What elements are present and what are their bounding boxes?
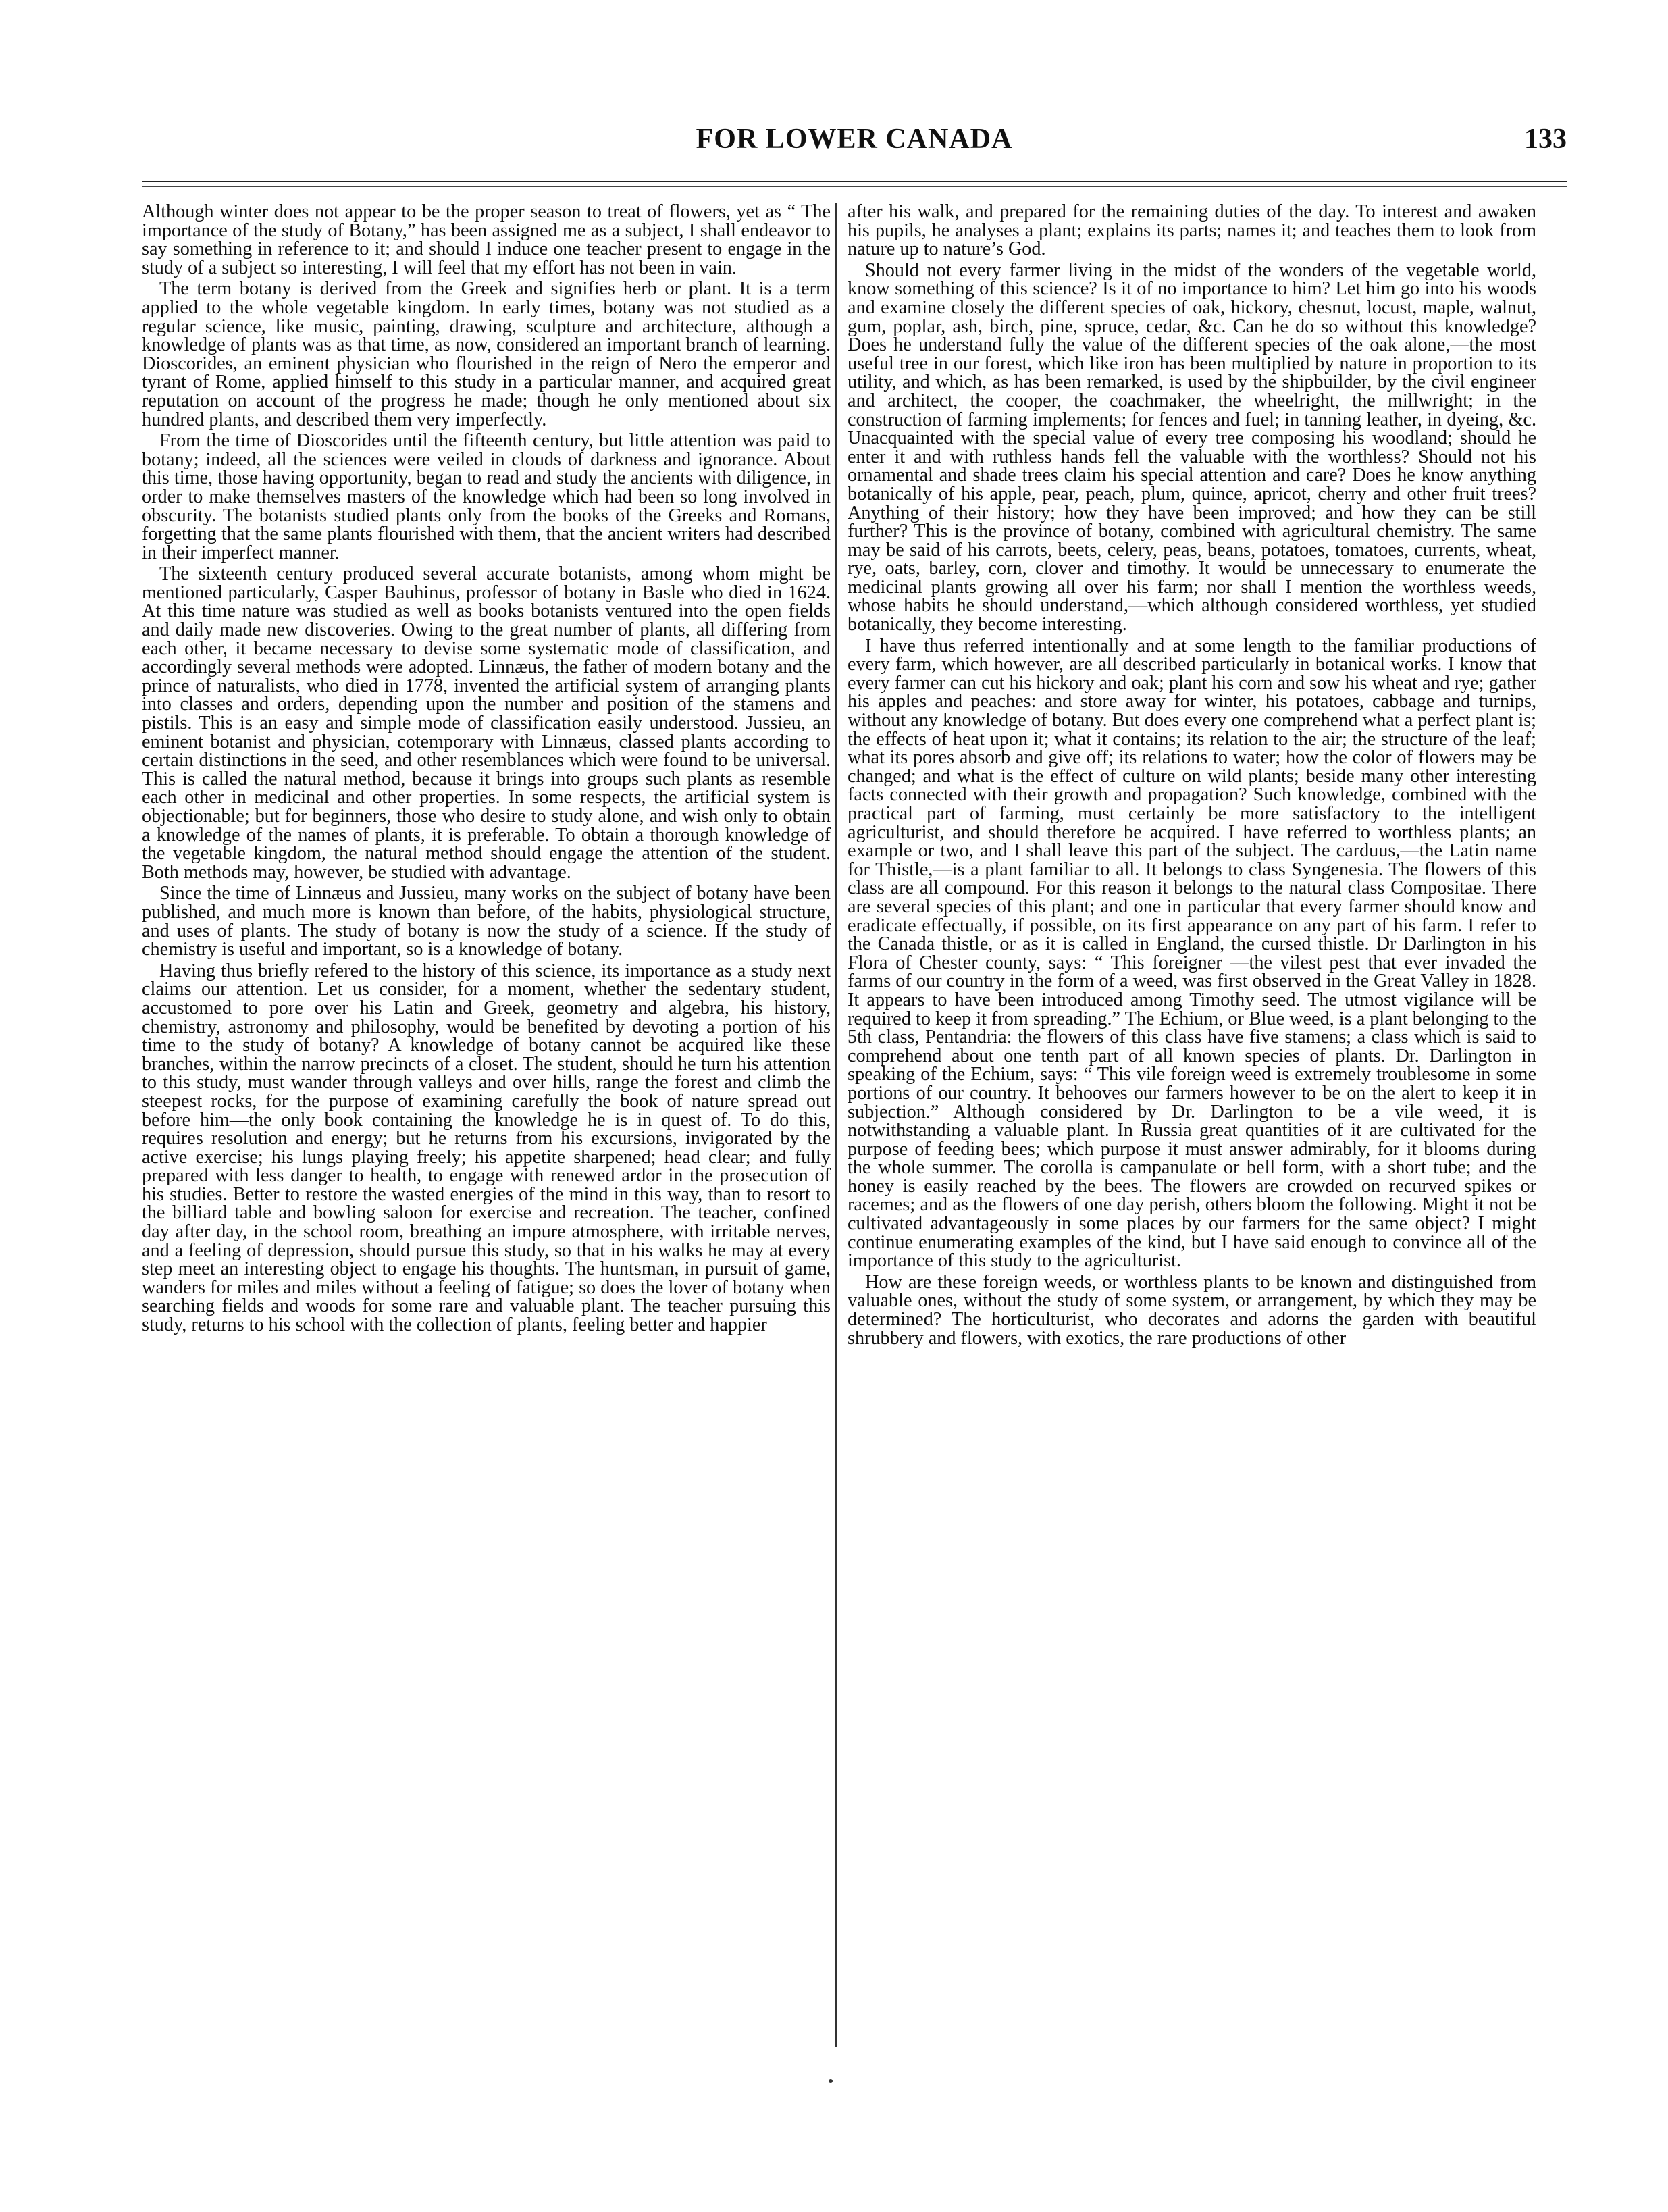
page-number: 133 — [1524, 124, 1567, 155]
paragraph: The term botany is derived from the Greek and signifies herb or plant. It is a term applied to the whole vegetable kingdom. In early times, botany was not studied as a regular science, like music, painting, drawing, sculpture and architecture, although a knowledge of plants was as that time, as now, considered an important branch of learning. Dioscorides, an eminent physician who flourished in the reign of Nero the emperor and tyrant of Rome, applied himself to this study in a particular manner, and acquired great reputation on account of the progress he made; though he only mentioned about six hundred plants, and described them very imperfectly. — [142, 278, 831, 430]
paragraph: I have thus referred intentionally and at some length to the familiar productions of every farm, which however, are all described particularly in botanical works. I know that every farmer can cut his hickory and oak; plant his corn and sow his wheat and rye; gather his apples and peaches: and store away for winter, his potatoes, cabbage and turnips, without any knowledge of botany. But does every one comprehend what a perfect plant is; the effects of heat upon it; what it contains; its relation to the air; the structure of the leaf; what its pores absorb and give off; its relations to water; how the color of flowers may be changed; and what is the effect of culture on wild plants; beside many other interesting facts connected with their growth and propagation? Such knowledge, combined with the practical part of farming, must certainly be more satisfactory to the intelligent agriculturist, and should therefore be acquired. I have referred to worthless plants; an example or two, and I shall leave this part of the subject. The carduus,—the Latin name for Thistle,—is a plant familiar to all. It belongs to class Syngenesia. The flowers of this class are all compound. For this reason it belongs to the natural class Compositae. There are several species of this plant; and one in particular that every farmer should know and eradicate effectually, if possible, on its first appearance on any part of his farm. I refer to the Canada thistle, or as it is called in England, the cursed thistle. Dr Darlington in his Flora of Chester county, says: “ This foreigner —the vilest pest that ever invaded the farms of our country in the form of a weed, was first observed in the Great Valley in 1828. It appears to have been introduced among Timothy seed. The utmost vigilance will be required to keep it from spreading.” The Echium, or Blue weed, is a plant belonging to the 5th class, Pentandria: the flowers of this class have five stamens; a class which is said to comprehend about one tenth part of all known species of plants. Dr. Darlington in speaking of the Echium, says: “ This vile foreign weed is extremely troublesome in some portions of our country. It behooves our farmers however to be on the alert to keep it in subjection.” Although considered by Dr. Darlington to be a vile weed, it is notwithstanding a valuable plant. In Russia great quantities of it are cultivated for the purpose of feeding bees; which purpose it must answer admirably, for it blooms during the whole summer. The corolla is campanulate or bell form, with a short tube; and the honey is easily reached by the bees. The flowers are crowded on recurved spikes or racemes; and as the flowers of one day perish, others bloom the following. Might it not be cultivated advantageously in some places by our farmers for the same object? I might continue enumerating examples of the kind, but I have said enough to convince all of the importance of this study to the agriculturist. — [848, 635, 1536, 1272]
paragraph: Should not every farmer living in the midst of the wonders of the vegetable world, know something of this science? Is it of no importance to him? Let him go into his woods and examine closely the different species of oak, hickory, chesnut, locust, maple, walnut, gum, poplar, ash, birch, pine, spruce, cedar, &c. Can he do so without this knowledge? Does he understand fully the value of the different species of the oak alone,—the most useful tree in our forest, which like iron has been multiplied by nature in proportion to its utility, and which, as has been remarked, is used by the shipbuilder, by the civil engineer and architect, the cooper, the coachmaker, the wheelright, the millwright; in the construction of farming implements; for fences and fuel; in tanning leather, in dyeing, &c. Unacquainted with the special value of every tree composing his woodland; should he enter it and with ruthless hands fell the valuable with the worthless? Should not his ornamental and shade trees claim his special attention and care? Does he know anything botanically of his apple, pear, peach, plum, quince, apricot, cherry and other fruit trees? Anything of their history; how they have been improved; and how they can be still further? This is the province of botany, combined with agricultural chemistry. The same may be said of his carrots, beets, celery, peas, beans, potatoes, tomatoes, currents, wheat, rye, oats, barley, corn, clover and timothy. It would be unnecessary to enumerate the medicinal plants growing all over his farm; nor shall I mention the worthless weeds, whose habits he should understand,—which although considered worthless, yet studied botanically, they become interesting. — [848, 259, 1536, 636]
paragraph: From the time of Dioscorides until the fifteenth century, but little attention was paid to botany; indeed, all the sciences were veiled in clouds of darkness and ignorance. About this time, those having opportunity, began to read and study the ancients with diligence, in order to make themselves masters of the knowledge which had been so long involved in obscurity. The botanists studied plants only from the books of the Greeks and Romans, forgetting that the same plants flourished with them, that the ancient writers had described in their imperfect manner. — [142, 430, 831, 563]
paragraph: Since the time of Linnæus and Jussieu, many works on the subject of botany have been published, and much more is known than before, of the habits, physiological structure, and uses of plants. The study of botany is now the study of a science. If the study of chemistry is useful and important, so is a knowledge of botany. — [142, 883, 831, 960]
header-rule — [142, 180, 1567, 182]
running-title: FOR LOWER CANADA — [696, 124, 1013, 155]
left-column — [142, 203, 831, 1337]
footer-mark — [829, 2079, 833, 2083]
paragraph: Having thus briefly refered to the history of this science, its importance as a study next claims our attention. Let us consider, for a moment, whether the sedentary student, accustomed to pore over his Latin and Greek, geometry and algebra, his history, chemistry, astronomy and philosophy, would be benefited by devoting a portion of his time to the study of botany? A knowledge of botany cannot be acquired like these branches, within the narrow precincts of a closet. The student, should he turn his attention to this study, must wander through valleys and over hills, range the forest and climb the steepest rocks, for the purpose of examining carefully the book of nature spread out before him—the only book containing the knowledge he is in quest of. To do this, requires resolution and energy; but he returns from his excursions, invigorated by the active exercise; his lungs playing freely; his appetite sharpened; head clear; and fully prepared with less danger to health, to engage with renewed ardor in the prosecution of his studies. Better to restore the wasted energies of the mind in this way, than to resort to the billiard table and bowling saloon for exercise and recreation. The teacher, confined day after day, in the school room, breathing an impure atmosphere, with irritable nerves, and a feeling of depression, should pursue this study, so that in his walks he may at every step meet an interesting object to engage his thoughts. The huntsman, in pursuit of game, wanders for miles and miles without a feeling of fatigue; so does the lover of botany when searching fields and woods for some rare and valuable plant. The teacher pursuing this study, returns to his school with the collection of plants, feeling better and happier — [142, 960, 831, 1336]
column-divider — [835, 203, 837, 2047]
paragraph: How are these foreign weeds, or worthless plants to be known and distinguished from valuable ones, without the study of some system, or arrangement, by which they may be determined? The horticulturist, who decorates and adorns the garden with beautiful shrubbery and flowers, with exotics, the rare productions of other — [848, 1271, 1536, 1349]
header-rule-thin — [142, 186, 1567, 187]
page-header — [142, 123, 1567, 163]
paragraph: after his walk, and prepared for the remaining duties of the day. To interest and awaken his pupils, he analyses a plant; explains its parts; names it; and teaches them to look from nature up to nature’s God. — [848, 201, 1536, 260]
paragraph: The sixteenth century produced several accurate botanists, among whom might be mentioned particularly, Casper Bauhinus, professor of botany in Basle who died in 1624. At this time nature was studied as well as books botanists ventured into the open fields and daily made new discoveries. Owing to the great number of plants, all differing from each other, it became necessary to devise some systematic mode of classification, and accordingly several methods were adopted. Linnæus, the father of modern botany and the prince of naturalists, who died in 1778, invented the artificial system of arranging plants into classes and orders, depending upon the number and position of the stamens and pistils. This is an easy and simple mode of classification easily understood. Jussieu, an eminent botanist and physician, cotemporary with Linnæus, classed plants according to certain distinctions in the seed, and other resemblances which were found to be universal. This is called the natural method, because it brings into groups such plants as resemble each other in medicinal and other properties. In some respects, the artificial system is objectionable; but for beginners, those who desire to study alone, and wish only to obtain a knowledge of the names of plants, it is preferable. To obtain a thorough knowledge of the vegetable kingdom, the natural method should engage the attention of the student. Both methods may, however, be studied with advantage. — [142, 563, 831, 883]
right-column — [848, 203, 1536, 1350]
paragraph: Although winter does not appear to be the proper season to treat of flowers, yet as “ The importance of the study of Botany,” has been assigned me as a subject, I shall endeavor to say something in reference to it; and should I induce one teacher present to engage in the study of a subject so interesting, I will feel that my effort has not been in vain. — [142, 201, 831, 278]
